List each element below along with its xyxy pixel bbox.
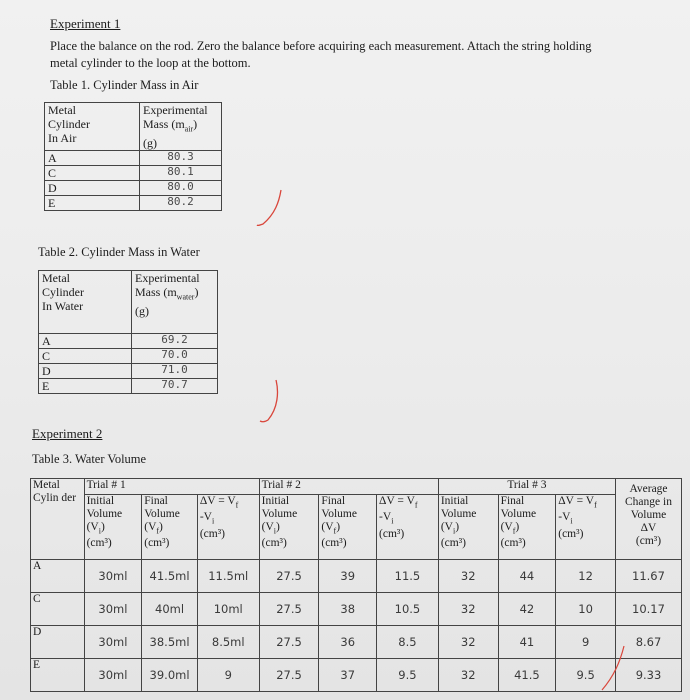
header-line	[262, 521, 317, 537]
header-subscript: f	[414, 500, 418, 510]
header-text: )	[194, 285, 199, 299]
delta-volume-header	[377, 495, 439, 560]
table-2	[38, 270, 218, 394]
header-line: (cm³)	[86, 537, 112, 550]
experiment-1-heading: Experiment 1	[50, 16, 121, 31]
experiment-2-heading: Experiment 2	[32, 426, 103, 441]
header-text: )	[276, 521, 280, 534]
header-line: Experimental	[143, 103, 208, 117]
check-mark-icon	[598, 644, 628, 694]
header-line	[144, 521, 195, 537]
table-2-caption: Table 2. Cylinder Mass in Water	[38, 245, 200, 259]
header-line: (cm³)	[321, 537, 347, 550]
table-2-header-row	[39, 271, 218, 334]
header-line: Average	[629, 483, 668, 495]
header-line: In Air	[48, 131, 77, 145]
table-row	[45, 181, 222, 196]
header-text: (V	[86, 521, 99, 534]
trial-2-delta-value: 11.5	[377, 560, 439, 593]
table-row	[45, 151, 222, 166]
trial-3-initial-value: 32	[438, 560, 498, 593]
table-1-header-metal	[45, 103, 140, 151]
final-volume-header	[319, 495, 377, 560]
table-2-header-mass	[132, 271, 218, 334]
header-line: Volume	[630, 509, 667, 521]
check-mark-icon	[255, 188, 285, 228]
trial-2-header	[259, 479, 438, 495]
trial-2-initial-value: 27.5	[259, 626, 319, 659]
mass-value: 80.3	[140, 151, 222, 166]
header-line: (g)	[135, 304, 149, 319]
row-label: D	[45, 181, 140, 196]
header-line: Volume	[321, 508, 357, 521]
header-text: (V	[144, 521, 157, 534]
trial-3-final-value: 41	[498, 626, 556, 659]
header-text: )	[193, 117, 198, 131]
table-row	[31, 659, 682, 692]
trial-2-final-value: 38	[319, 593, 377, 626]
trial-1-final-value: 38.5ml	[142, 626, 198, 659]
header-line	[87, 521, 140, 537]
row-label: C	[31, 593, 85, 626]
header-text: ΔV = V	[558, 495, 595, 508]
trial-1-label: Trial # 1	[86, 479, 126, 491]
mass-value: 70.7	[132, 379, 218, 394]
final-volume-header	[142, 495, 198, 560]
trial-3-delta-value: 9.5	[556, 659, 616, 692]
table-row	[31, 560, 682, 593]
final-volume-header	[498, 495, 556, 560]
initial-volume-header	[438, 495, 498, 560]
header-subscript: air	[184, 124, 194, 134]
header-subscript: f	[156, 526, 160, 536]
delta-volume-header	[197, 495, 259, 560]
trial-3-final-value: 41.5	[498, 659, 556, 692]
trial-2-delta-value: 8.5	[377, 626, 439, 659]
table-row	[39, 349, 218, 364]
trial-3-delta-value: 9	[556, 626, 616, 659]
delta-volume-header	[556, 495, 616, 560]
table-1	[44, 102, 222, 211]
row-label: E	[45, 196, 140, 211]
trial-1-delta-value: 10ml	[197, 593, 259, 626]
header-line	[501, 521, 554, 537]
experiment-1-instructions	[50, 38, 680, 72]
trial-1-initial-value: 30ml	[84, 626, 142, 659]
table-3-header-metal	[31, 479, 85, 560]
table-1-header-row	[45, 103, 222, 151]
trial-1-initial-value: 30ml	[84, 560, 142, 593]
header-text: Mass (m	[143, 117, 185, 131]
header-subscript: i	[211, 516, 215, 526]
header-line	[379, 511, 436, 527]
header-line: (cm³)	[199, 527, 225, 540]
trial-2-final-value: 37	[319, 659, 377, 692]
header-text: ΔV = V	[379, 495, 415, 508]
header-subscript: f	[235, 500, 239, 510]
header-line: Volume	[500, 508, 537, 521]
header-subscript: i	[452, 526, 456, 536]
header-line: (cm³)	[261, 537, 287, 550]
row-label: D	[39, 364, 132, 379]
mass-value: 80.0	[140, 181, 222, 196]
trial-3-final-value: 44	[498, 560, 556, 593]
header-text: -V	[379, 511, 392, 524]
trial-3-initial-value: 32	[438, 626, 498, 659]
trial-2-label: Trial # 2	[261, 479, 301, 491]
header-subscript: f	[594, 500, 597, 510]
header-line: Final	[321, 495, 346, 508]
header-line: Metal	[42, 271, 70, 285]
header-subscript: i	[273, 526, 277, 536]
header-line	[200, 495, 257, 511]
header-line	[441, 521, 496, 537]
header-line	[143, 117, 218, 136]
trial-2-initial-value: 27.5	[259, 560, 319, 593]
header-line: Cylinder	[48, 117, 90, 131]
header-subscript: f	[512, 526, 516, 536]
row-label: E	[39, 379, 132, 394]
trial-1-initial-value: 30ml	[84, 593, 142, 626]
table-3-caption: Table 3. Water Volume	[32, 452, 147, 466]
header-line: Metal	[48, 103, 76, 117]
trial-3-initial-value: 32	[438, 659, 498, 692]
header-line	[200, 511, 257, 527]
trial-2-delta-value: 10.5	[377, 593, 439, 626]
row-label: A	[39, 334, 132, 349]
trial-2-initial-value: 27.5	[259, 659, 319, 692]
header-line: (cm³)	[440, 537, 466, 550]
table-3-header-row	[31, 479, 682, 495]
check-mark-icon	[258, 378, 284, 424]
header-line	[321, 521, 374, 537]
row-label: D	[31, 626, 85, 659]
trial-1-delta-value: 9	[197, 659, 259, 692]
trial-3-header	[438, 479, 615, 495]
header-line: Final	[500, 495, 525, 508]
header-text: -V	[199, 511, 212, 524]
table-3-subheader-row	[31, 495, 682, 560]
header-text: Mass (m	[135, 285, 177, 299]
table-row	[45, 166, 222, 181]
table-1-caption: Table 1. Cylinder Mass in Air	[50, 78, 199, 92]
header-text: (V	[321, 521, 334, 534]
header-text: -V	[558, 511, 571, 524]
row-label: C	[45, 166, 140, 181]
metal-header-text: Metal Cylin der	[33, 479, 77, 504]
trial-1-delta-value: 11.5ml	[197, 560, 259, 593]
header-line: Initial	[86, 495, 115, 508]
trial-1-final-value: 41.5ml	[142, 560, 198, 593]
table-row	[31, 626, 682, 659]
header-text: )	[455, 521, 460, 534]
instructions-line-2: metal cylinder to the loop at the bottom.	[50, 56, 251, 70]
header-text: (V	[440, 521, 453, 534]
header-line: (cm³)	[635, 535, 662, 547]
header-line: Volume	[144, 508, 180, 521]
header-line: Volume	[440, 508, 477, 521]
table-row	[31, 593, 682, 626]
mass-value: 71.0	[132, 364, 218, 379]
average-change-value: 9.33	[615, 659, 681, 692]
row-label: A	[45, 151, 140, 166]
row-label: E	[31, 659, 85, 692]
table-row	[39, 379, 218, 394]
header-subscript: i	[570, 516, 573, 526]
header-subscript: i	[98, 526, 101, 536]
trial-3-label: Trial # 3	[507, 479, 547, 491]
header-line: (cm³)	[144, 537, 170, 550]
trial-1-header	[84, 479, 259, 495]
header-text: )	[515, 521, 520, 534]
header-line: (g)	[143, 136, 157, 151]
header-line: Volume	[86, 508, 123, 521]
header-line: In Water	[42, 299, 84, 313]
trial-1-delta-value: 8.5ml	[197, 626, 259, 659]
header-subscript: f	[333, 526, 337, 536]
table-1-header-mass	[140, 103, 222, 151]
header-text: )	[159, 521, 163, 534]
header-line: Change in	[625, 496, 672, 508]
initial-volume-header	[259, 495, 319, 560]
header-line	[558, 511, 613, 527]
trial-1-final-value: 39.0ml	[142, 659, 198, 692]
mass-value: 70.0	[132, 349, 218, 364]
mass-value: 80.2	[140, 196, 222, 211]
trial-3-delta-value: 12	[556, 560, 616, 593]
average-change-value: 11.67	[615, 560, 681, 593]
header-line	[379, 495, 436, 511]
header-line: ΔV	[640, 522, 657, 534]
trial-1-initial-value: 30ml	[84, 659, 142, 692]
instructions-line-1: Place the balance on the rod. Zero the balance before acquiring each measurement. Attach the string holding	[50, 39, 592, 53]
header-line: (cm³)	[500, 537, 526, 550]
table-2-header-metal	[39, 271, 132, 334]
trial-2-final-value: 36	[319, 626, 377, 659]
average-change-value: 8.67	[615, 626, 681, 659]
header-line: (cm³)	[379, 527, 405, 540]
mass-value: 80.1	[140, 166, 222, 181]
header-subscript: water	[176, 292, 195, 302]
header-line: Initial	[261, 495, 290, 508]
trial-2-initial-value: 27.5	[259, 593, 319, 626]
header-line: Volume	[261, 508, 298, 521]
header-text: ΔV = V	[199, 495, 236, 508]
header-text: )	[100, 521, 105, 534]
trial-3-delta-value: 10	[556, 593, 616, 626]
header-line: (cm³)	[558, 527, 584, 540]
header-line	[558, 495, 613, 511]
trial-2-delta-value: 9.5	[377, 659, 439, 692]
header-text: (V	[261, 521, 274, 534]
table-row	[39, 334, 218, 349]
header-line: Final	[144, 495, 168, 508]
row-label: C	[39, 349, 132, 364]
header-subscript: i	[391, 516, 394, 526]
header-text: )	[336, 521, 341, 534]
average-change-value: 10.17	[615, 593, 681, 626]
table-3	[30, 478, 682, 692]
row-label: A	[31, 560, 85, 593]
initial-volume-header	[84, 495, 142, 560]
header-line: Cylinder	[42, 285, 84, 299]
trial-3-initial-value: 32	[438, 593, 498, 626]
trial-1-final-value: 40ml	[142, 593, 198, 626]
trial-3-final-value: 42	[498, 593, 556, 626]
table-row	[45, 196, 222, 211]
header-line	[135, 285, 214, 304]
average-header	[615, 479, 681, 560]
header-text: (V	[500, 521, 513, 534]
header-line: Experimental	[135, 271, 200, 285]
trial-2-final-value: 39	[319, 560, 377, 593]
mass-value: 69.2	[132, 334, 218, 349]
table-row	[39, 364, 218, 379]
header-line: Initial	[440, 495, 469, 508]
